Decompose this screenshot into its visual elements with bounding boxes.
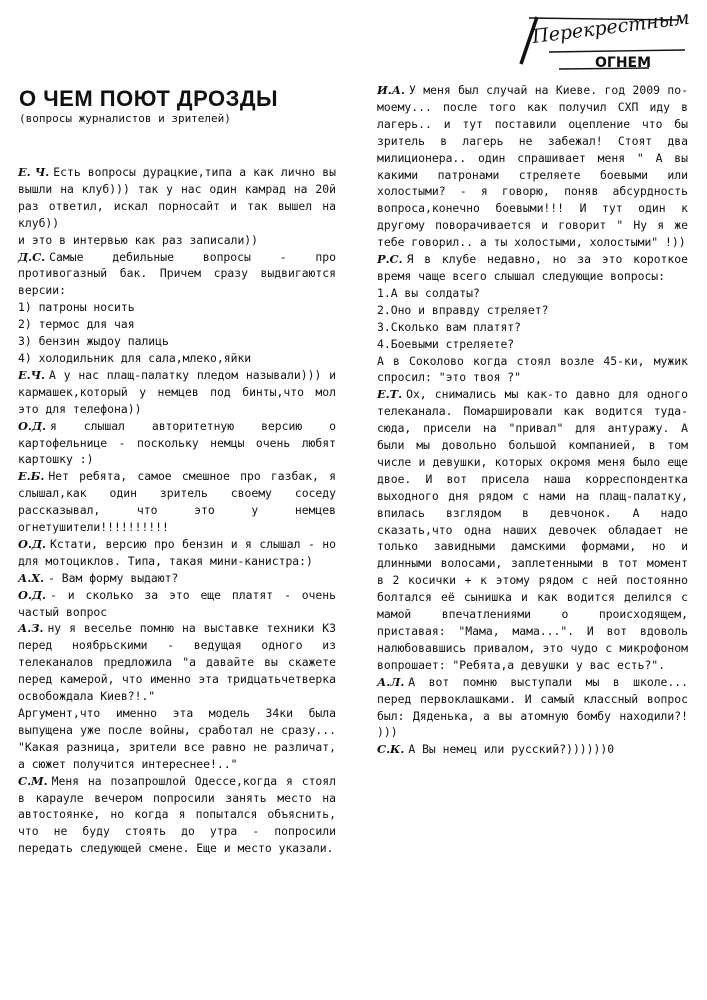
answer-text: и это в интервью как раз записали)) bbox=[18, 232, 259, 247]
answer-text: ну я веселье помню на выставке техники КЗ перед ноябрьскими - ведущая одного из телеканалов предложила "а давайте вы скажете перед камерой, что именно эта тридцатьчетверка освобождала Киев?!." bbox=[18, 621, 336, 704]
speaker-initials: С.К. bbox=[377, 742, 405, 757]
speaker-initials: Е. Ч. bbox=[18, 165, 50, 179]
page-title: О ЧЕМ ПОЮТ ДРОЗДЫ bbox=[19, 86, 279, 111]
answer-text: - Вам форму выдают? bbox=[48, 570, 179, 585]
page-subtitle: (вопросы журналистов и зрителей) bbox=[19, 112, 231, 125]
logo-line2: ОГНЕМ bbox=[595, 55, 652, 71]
answer-text: А Вы немец или русский?))))))0 bbox=[408, 742, 615, 757]
answer-text: 3) бензин жыдоу палиць bbox=[18, 334, 169, 349]
logo-graphic bbox=[519, 12, 697, 72]
left-column bbox=[18, 164, 336, 857]
answer-paragraph bbox=[18, 333, 336, 350]
answer-paragraph bbox=[18, 620, 336, 705]
answer-paragraph bbox=[377, 674, 688, 742]
speaker-initials: О.Д. bbox=[18, 418, 46, 433]
answer-paragraph bbox=[377, 82, 688, 251]
answer-text: Нет ребята, самое смешное про газбак, я слышал,как один зритель своему соседу рассказывал, что это у немцев огнетушители!!!!!!!!!! bbox=[18, 469, 336, 535]
answer-text: - и сколько за это еще платят - очень частый вопрос bbox=[18, 587, 336, 619]
answer-text: 1) патроны носить bbox=[18, 300, 135, 315]
speaker-initials: Е.Б. bbox=[18, 469, 45, 484]
speaker-initials: А.Х. bbox=[18, 570, 45, 585]
answer-paragraph bbox=[18, 418, 336, 469]
answer-text: А у нас плащ-палатку пледом называли))) и кармашек,который у немцев под бинты,что мол это для телефона)) bbox=[18, 367, 336, 416]
answer-text: 4) холодильник для сала,млеко,яйки bbox=[18, 350, 252, 365]
answer-paragraph bbox=[377, 319, 688, 336]
answer-text: А в Соколово когда стоял возле 45-ки, мужик спросил: "это твоя ?" bbox=[377, 353, 688, 385]
answer-paragraph bbox=[18, 367, 336, 418]
answer-text: я слышал авторитетную версию о картофельнице - поскольку немцы очень любят картошку :) bbox=[18, 418, 336, 467]
right-column bbox=[377, 82, 688, 758]
answer-text: Самые дебильные вопросы - про противогазный бак. Причем сразу выдвигаются версии: bbox=[18, 249, 336, 298]
answer-text: 2) термос для чая bbox=[18, 317, 135, 332]
answer-paragraph bbox=[18, 249, 336, 300]
answer-text: 4.Боевыми стреляете? bbox=[377, 336, 515, 351]
answer-paragraph bbox=[377, 386, 688, 673]
answer-paragraph bbox=[18, 232, 336, 249]
answer-text: 3.Сколько вам платят? bbox=[377, 319, 522, 334]
answer-paragraph bbox=[18, 164, 336, 232]
answer-text: Я в клубе недавно, но за это короткое время чаще всего слышал следующие вопросы: bbox=[377, 252, 688, 283]
answer-paragraph bbox=[18, 536, 336, 570]
speaker-initials: Д.С. bbox=[18, 249, 46, 264]
speaker-initials: О.Д. bbox=[18, 587, 46, 602]
answer-paragraph bbox=[18, 587, 336, 621]
speaker-initials: Е.Ч. bbox=[18, 367, 46, 382]
answer-paragraph bbox=[18, 570, 336, 587]
answer-text: Ох, снимались мы как-то давно для одного телеканала. Помаршировали как водится туда-сюда, присели на "привал" для антуражу. А были мы довольно большой компанией, в том числе и девушки, которых окромя меня было еще двое. И вот присела наша корреспондентка выходного дня рядом с нами на плащ-палатку, впилась взглядом в девчонок. А надо сказать,что одна наших девочек обладает не только завидными дамскими формами, но и длинными волосами, заплетенными в тот момент в 2 косички + к этому рядом с ней постоянно болтался её сынишка и как водится делился с мамой впечатлениями о происходящем, приставая: "Мама, мама...". И вот вдоволь налюбовавшись привалом, это чудо с микрофоном вопрошает: "Ребята,а девушки у вас есть?". bbox=[377, 387, 688, 672]
answer-text: Меня на позапрошлой Одессе,когда я стоял в карауле вечером попросили занять место на автостоянке, но когда я попытался объяснить, что не буду стоять до утра - попросили передать следующей смене. Еще и место указали. bbox=[18, 773, 336, 856]
answer-paragraph bbox=[18, 299, 336, 316]
logo bbox=[519, 12, 697, 72]
answer-paragraph bbox=[18, 350, 336, 367]
answer-text: 2.Оно и вправду стреляет? bbox=[377, 302, 549, 317]
answer-paragraph bbox=[18, 316, 336, 333]
answer-text: Кстати, версию про бензин и я слышал - но для мотоциклов. Типа, такая мини-канистра:) bbox=[18, 536, 336, 568]
answer-paragraph bbox=[18, 773, 336, 858]
answer-text: У меня был случай на Киеве. год 2009 по-моему... после того как получил СХП иду в лагерь.. и тут поставили оцепление что бы зритель в лагерь не забежал! Стоят два милиционера.. один спрашивает меня " А вы какими патронами стреляете боевыми или холостыми? - я говорю, поняв абсурдность вопроса,конечно боевыми!!! И тут один к другому поворачивается и говорит " Ну я же тебе говорил.. а ты холостыми, холостыми" !)) bbox=[377, 83, 688, 250]
answer-text: Есть вопросы дурацкие,типа а как лично вы вышли на клуб))) так у нас один камрад на 20й раз ответил, искал порносайт и так вышел на клуб)) bbox=[18, 165, 336, 230]
answer-paragraph bbox=[377, 251, 688, 285]
answer-paragraph bbox=[377, 302, 688, 319]
answer-text: А вот помню выступали мы в школе... перед первоклашками. И самый классный вопрос был: Дяденька, а вы атомную бомбу находили?! ))) bbox=[377, 674, 688, 740]
speaker-initials: Р.С. bbox=[377, 252, 403, 267]
answer-paragraph bbox=[18, 468, 336, 536]
speaker-initials: А.З. bbox=[18, 621, 44, 636]
logo-line1: Перекрестным bbox=[530, 12, 691, 48]
answer-paragraph bbox=[377, 285, 688, 302]
answer-paragraph bbox=[377, 336, 688, 353]
answer-paragraph bbox=[377, 353, 688, 387]
speaker-initials: С.М. bbox=[18, 773, 48, 788]
speaker-initials: А.Л. bbox=[377, 674, 405, 689]
answer-paragraph bbox=[18, 705, 336, 773]
speaker-initials: О.Д. bbox=[18, 536, 46, 551]
speaker-initials: И.А. bbox=[377, 83, 405, 97]
answer-text: 1.А вы солдаты? bbox=[377, 285, 480, 300]
answer-text: Аргумент,что именно эта модель 34ки была выпущена уже после войны, сработал не сразу... "Какая разница, зрители все равно не различат, а сюжет получится интереснее!.." bbox=[18, 706, 336, 771]
speaker-initials: Е.Т. bbox=[377, 387, 403, 402]
answer-paragraph bbox=[377, 741, 688, 758]
